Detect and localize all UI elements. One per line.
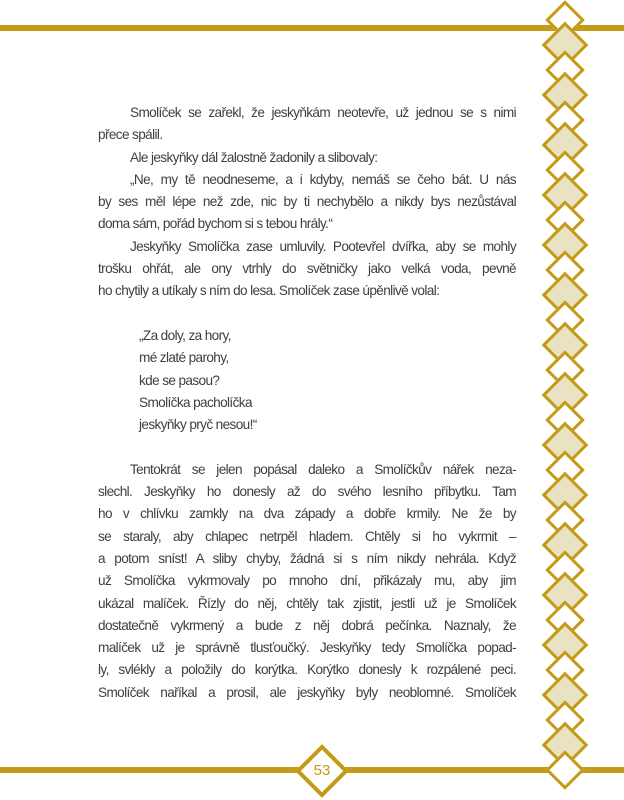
story-line: Tentokrát se jelen popásal daleko a Smolíčkův nářek neza-: [130, 461, 516, 477]
poem-line: Smolíčka pacholíčka: [139, 394, 252, 410]
story-line: se staraly, aby chlapec netrpěl hladem. Chtěly si ho vykrmit –: [98, 528, 516, 544]
story-line: trošku ohřát, ale ony vtrhly do světničky jako velká voda, pevně: [98, 261, 516, 277]
story-line: Smolíček se zařekl, že jeskyňkám neotevře, už jednou se s nimi: [130, 105, 516, 120]
story-line: by ses měl lépe než zde, nic by ti nechybělo a nikdy bys nezůstával: [98, 194, 516, 210]
poem-line: jeskyňky pryč nesou!“: [139, 417, 257, 433]
story-line: a potom sníst! A sliby chyby, žádná si s ním nikdy nehrála. Když: [98, 550, 516, 566]
poem-line: „Za doly, za hory,: [139, 327, 231, 343]
story-line: ho chytily a utíkaly s ním do lesa. Smolíček zase úpěnlivě volal:: [98, 283, 440, 299]
poem-line: mé zlaté parohy,: [139, 350, 229, 366]
story-line: Ale jeskyňky dál žalostně žadonily a slibovaly:: [130, 149, 378, 165]
story-text: [98, 102, 516, 704]
story-line: už Smolíčka vykrmovaly po mnoho dní, přikázaly mu, aby jim: [98, 573, 516, 589]
chain-diamond: [545, 750, 585, 790]
story-line: Jeskyňky Smolíčka zase umluvily. Pootevřel dvířka, aby se mohly: [130, 238, 516, 254]
story-line: ukázal malíček. Řízly do něj, chtěly tak zjistit, jestli už je Smolíček: [98, 595, 516, 611]
story-line: Smolíček naříkal a prosil, ale jeskyňky byly neoblomné. Smolíček: [98, 684, 516, 700]
story-line: přece spálil.: [98, 127, 163, 143]
story-line: ho v chlívku zamkly na dva západy a dobře krmily. Ne že by: [98, 506, 516, 522]
poem-line: kde se pasou?: [139, 372, 220, 388]
story-line: „Ne, my tě neodneseme, a i kdyby, nemáš se čeho bát. U nás: [130, 171, 516, 187]
story-line: malíček už je správně tlusťoučký. Jeskyňky tedy Smolíčka popad-: [98, 640, 516, 656]
story-line: slechl. Jeskyňky ho donesly až do svého lesního příbytku. Tam: [98, 484, 516, 500]
blank-line: [98, 303, 516, 325]
blank-line: [98, 436, 516, 458]
story-line: dostatečně vykrmený a bude z něj dobrá pečínka. Naznaly, že: [98, 617, 516, 633]
top-border-bar: [0, 25, 624, 31]
story-line: ly, svlékly a položily do korýtka. Korýtko donesly k rozpálené peci.: [98, 662, 516, 678]
page-number: 53: [313, 762, 331, 780]
story-line: doma sám, pořád bychom si s tebou hrály.“: [98, 216, 333, 232]
